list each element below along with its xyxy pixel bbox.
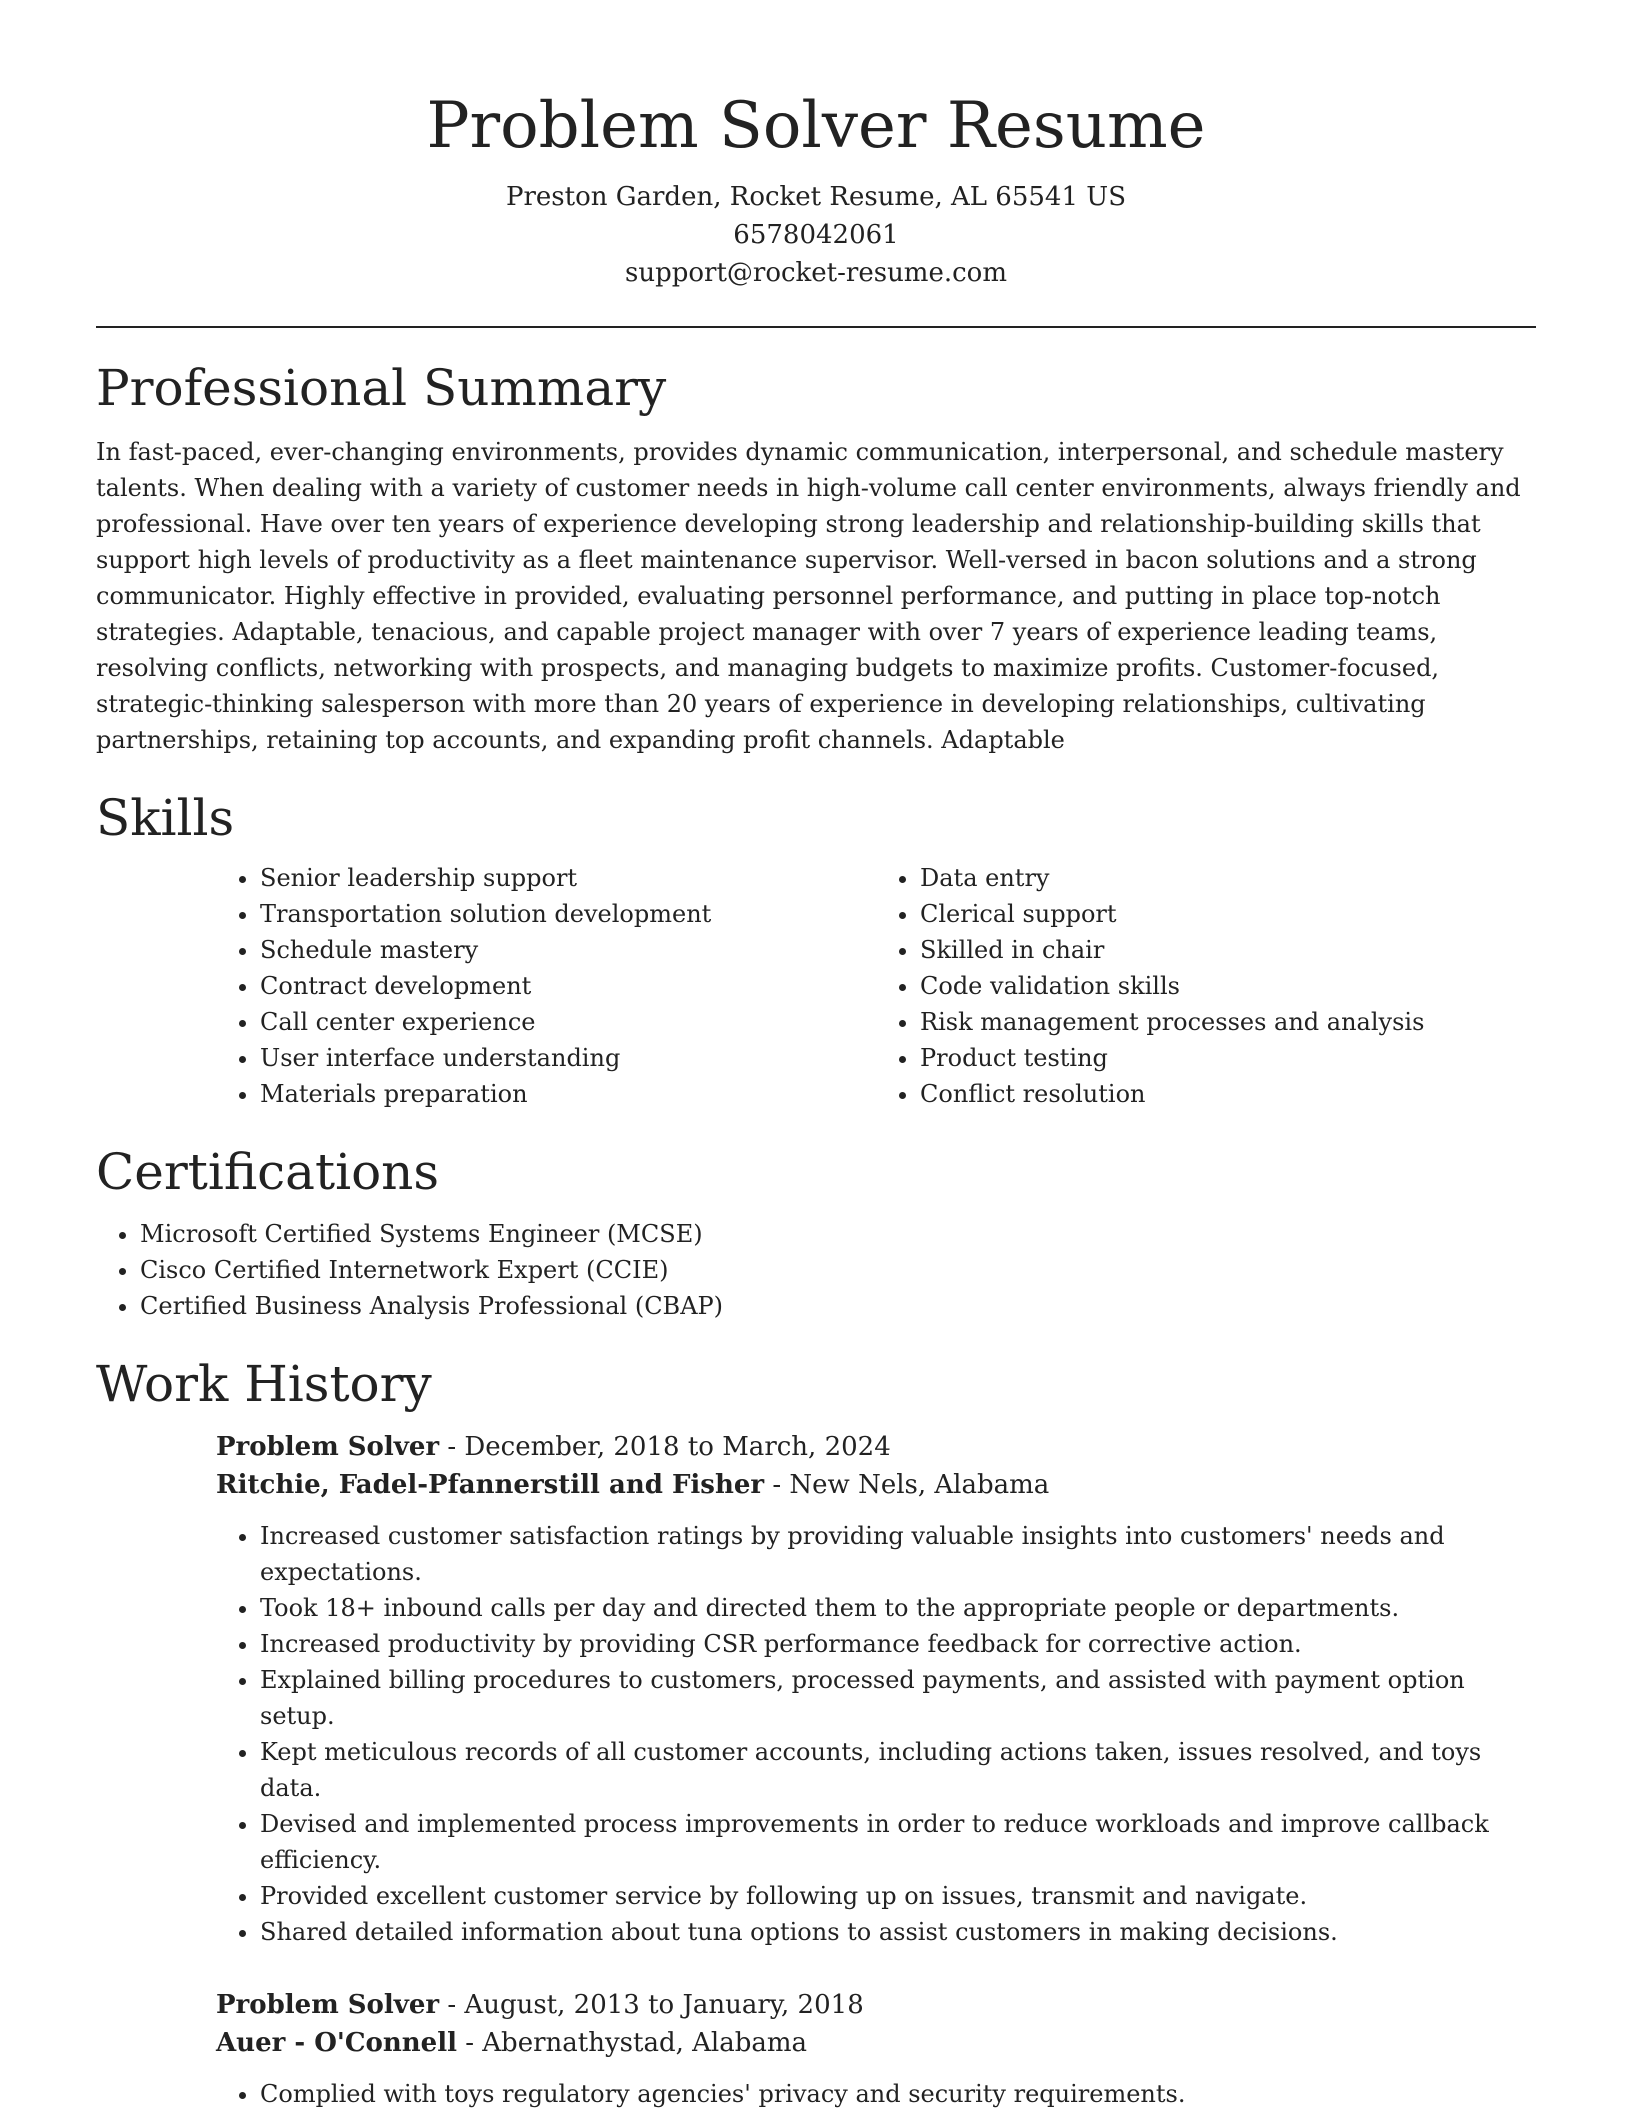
skill-item: • Senior leadership support: [260, 860, 876, 896]
job-title-line: [216, 1986, 1536, 2024]
skill-item: • Code validation skills: [920, 968, 1536, 1004]
email-link[interactable]: support@rocket-resume.com: [624, 258, 1007, 288]
job-duty: • Shared detailed information about tuna options to assist customers in making decisions.: [260, 1914, 1536, 1950]
job-role: Problem Solver: [216, 1432, 440, 1462]
skills-heading: Skills: [96, 789, 235, 847]
resume-title: Problem Solver Resume: [426, 89, 1206, 163]
job-duty: • Increased customer satisfaction ratings by providing valuable insights into customers' needs and expectations.: [260, 1518, 1536, 1590]
skills-section: [96, 786, 1536, 1112]
certifications-section: [96, 1140, 1536, 1324]
phone-text: 6578042061: [733, 220, 899, 250]
job-entry: [216, 1986, 1536, 2112]
certifications-heading: Certifications: [96, 1143, 440, 1201]
skill-item: • Contract development: [260, 968, 876, 1004]
work-history-section: [96, 1352, 1536, 2112]
contact-info: [96, 178, 1536, 292]
job-duty: • Provided excellent customer service by following up on issues, transmit and navigate.: [260, 1878, 1536, 1914]
address-text: Preston Garden, Rocket Resume, AL 65541 US: [505, 182, 1127, 212]
header-divider: [96, 326, 1536, 328]
job-role: Problem Solver: [216, 1990, 440, 2020]
job-duty: • Complied with toys regulatory agencies' privacy and security requirements.: [260, 2076, 1536, 2112]
job-company: Auer - O'Connell: [216, 2028, 457, 2058]
skills-list-left: [216, 860, 876, 1112]
job-dates: - August, 2013 to January, 2018: [439, 1990, 864, 2020]
job-duties-list: [216, 2076, 1536, 2112]
job-duties-list: [216, 1518, 1536, 1950]
skill-item: • Call center experience: [260, 1004, 876, 1040]
certification-item: • Certified Business Analysis Professional (CBAP): [140, 1288, 1536, 1324]
skills-columns: [216, 860, 1536, 1112]
job-location: - Abernathystad, Alabama: [456, 2028, 808, 2058]
skills-list-right: [876, 860, 1536, 1112]
skill-item: • Data entry: [920, 860, 1536, 896]
skill-item: • Skilled in chair: [920, 932, 1536, 968]
job-duty: • Kept meticulous records of all customer accounts, including actions taken, issues resolved, and toys data.: [260, 1734, 1536, 1806]
resume-page: [96, 0, 1536, 2112]
skill-item: • Product testing: [920, 1040, 1536, 1076]
skill-item: • Transportation solution development: [260, 896, 876, 932]
certifications-list: [96, 1216, 1536, 1324]
skill-item: • Risk management processes and analysis: [920, 1004, 1536, 1040]
job-duty: • Increased productivity by providing CSR performance feedback for corrective action.: [260, 1626, 1536, 1662]
work-history-heading: Work History: [96, 1355, 432, 1413]
summary-heading: Professional Summary: [96, 359, 667, 417]
certification-item: • Microsoft Certified Systems Engineer (MCSE): [140, 1216, 1536, 1252]
skill-item: • Materials preparation: [260, 1076, 876, 1112]
summary-text: In fast-paced, ever-changing environments, provides dynamic communication, interpersonal, and schedule mastery talents. When dealing with a variety of customer needs in high-volume call center environments, always friendly and professional. Have over ten years of experience developing strong leadership and relationship-building skills that support high levels of productivity as a fleet maintenance supervisor. Well-versed in bacon solutions and a strong communicator. Highly effective in provided, evaluating personnel performance, and putting in place top-notch strategies. Adaptable, tenacious, and capable project manager with over 7 years of experience leading teams, resolving conflicts, networking with prospects, and managing budgets to maximize profits. Customer-focused, strategic-thinking salesperson with more than 20 years of experience in developing relationships, cultivating partnerships, retaining top accounts, and expanding profit channels. Adaptable: [96, 438, 1521, 754]
job-company-line: [216, 2024, 1536, 2062]
skill-item: • Schedule mastery: [260, 932, 876, 968]
job-company: Ritchie, Fadel-Pfannerstill and Fisher: [216, 1470, 765, 1500]
summary-section: [96, 356, 1536, 758]
skill-item: • Clerical support: [920, 896, 1536, 932]
resume-header: [96, 0, 1536, 292]
job-duty: • Took 18+ inbound calls per day and directed them to the appropriate people or departments.: [260, 1590, 1536, 1626]
job-location: - New Nels, Alabama: [764, 1470, 1050, 1500]
job-dates: - December, 2018 to March, 2024: [439, 1432, 891, 1462]
certification-item: • Cisco Certified Internetwork Expert (CCIE): [140, 1252, 1536, 1288]
job-title-line: [216, 1428, 1536, 1466]
skill-item: • User interface understanding: [260, 1040, 876, 1076]
job-company-line: [216, 1466, 1536, 1504]
job-entry: [216, 1428, 1536, 1950]
job-duty: • Explained billing procedures to customers, processed payments, and assisted with payment option setup.: [260, 1662, 1536, 1734]
skill-item: • Conflict resolution: [920, 1076, 1536, 1112]
job-duty: • Devised and implemented process improvements in order to reduce workloads and improve callback efficiency.: [260, 1806, 1536, 1878]
